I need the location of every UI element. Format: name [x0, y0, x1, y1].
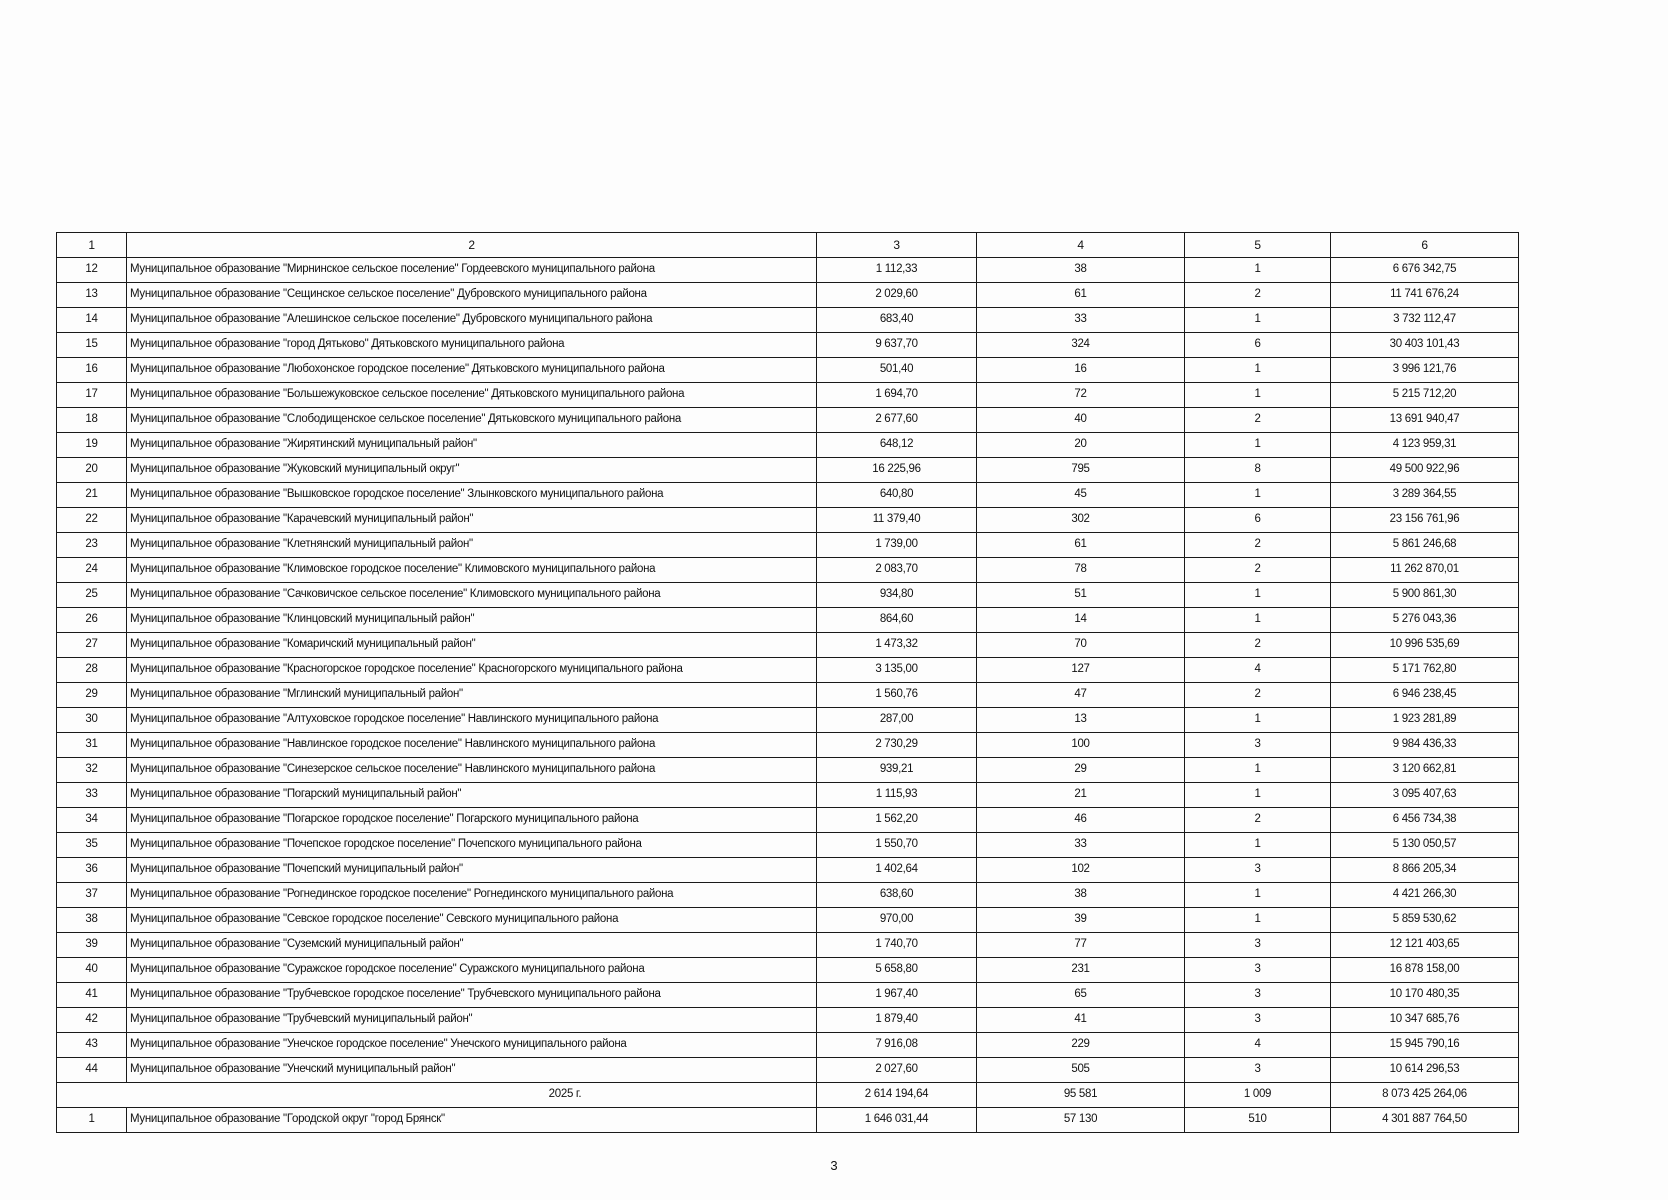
residents-count: 70	[977, 633, 1185, 658]
cost-value: 10 347 685,76	[1331, 1008, 1519, 1033]
table-row	[57, 383, 1519, 408]
row-number: 25	[57, 583, 127, 608]
houses-count: 3	[1185, 933, 1331, 958]
table-row	[57, 908, 1519, 933]
residents-count: 21	[977, 783, 1185, 808]
total-year-label: 2025 г.	[57, 1083, 817, 1108]
row-number: 38	[57, 908, 127, 933]
column-header-1: 1	[57, 233, 127, 258]
table-row	[57, 633, 1519, 658]
cost-value: 30 403 101,43	[1331, 333, 1519, 358]
area-value: 16 225,96	[817, 458, 977, 483]
area-value: 287,00	[817, 708, 977, 733]
row-number: 30	[57, 708, 127, 733]
table-row	[57, 683, 1519, 708]
cost-value: 3 120 662,81	[1331, 758, 1519, 783]
municipality-name: Муниципальное образование "Слободищенское сельское поселение" Дятьковского муниципального района	[127, 408, 817, 433]
table-row	[57, 508, 1519, 533]
residents-count: 100	[977, 733, 1185, 758]
area-value: 5 658,80	[817, 958, 977, 983]
row-number: 22	[57, 508, 127, 533]
column-number-header-row	[57, 233, 1519, 258]
area-value: 864,60	[817, 608, 977, 633]
residents-count: 38	[977, 883, 1185, 908]
cost-value: 49 500 922,96	[1331, 458, 1519, 483]
residents-count: 41	[977, 1008, 1185, 1033]
table-row	[57, 933, 1519, 958]
cost-value: 16 878 158,00	[1331, 958, 1519, 983]
houses-count: 6	[1185, 508, 1331, 533]
residents-count: 324	[977, 333, 1185, 358]
houses-count: 3	[1185, 858, 1331, 883]
area-value: 3 135,00	[817, 658, 977, 683]
table-row	[57, 608, 1519, 633]
row-number: 26	[57, 608, 127, 633]
table-row	[57, 308, 1519, 333]
houses-count: 2	[1185, 683, 1331, 708]
residents-count: 20	[977, 433, 1185, 458]
residents-count: 229	[977, 1033, 1185, 1058]
cost-value: 15 945 790,16	[1331, 1033, 1519, 1058]
table-row	[57, 658, 1519, 683]
table-row	[57, 833, 1519, 858]
residents-count: 505	[977, 1058, 1185, 1083]
table-row	[57, 1108, 1519, 1133]
cost-value: 13 691 940,47	[1331, 408, 1519, 433]
municipality-name: Муниципальное образование "Навлинское городское поселение" Навлинского муниципального района	[127, 733, 817, 758]
table-row	[57, 533, 1519, 558]
row-number: 40	[57, 958, 127, 983]
cost-value: 3 289 364,55	[1331, 483, 1519, 508]
row-number: 16	[57, 358, 127, 383]
cost-value: 12 121 403,65	[1331, 933, 1519, 958]
total-cost: 8 073 425 264,06	[1331, 1083, 1519, 1108]
residents-count: 33	[977, 833, 1185, 858]
area-value: 1 739,00	[817, 533, 977, 558]
residents-count: 13	[977, 708, 1185, 733]
cost-value: 9 984 436,33	[1331, 733, 1519, 758]
column-header-4: 4	[977, 233, 1185, 258]
column-header-6: 6	[1331, 233, 1519, 258]
houses-count: 1	[1185, 833, 1331, 858]
houses-count: 1	[1185, 358, 1331, 383]
table-row	[57, 558, 1519, 583]
area-value: 7 916,08	[817, 1033, 977, 1058]
residents-count: 127	[977, 658, 1185, 683]
table-row	[57, 583, 1519, 608]
cost-value: 6 456 734,38	[1331, 808, 1519, 833]
row-number: 13	[57, 283, 127, 308]
residents-count: 33	[977, 308, 1185, 333]
total-area: 2 614 194,64	[817, 1083, 977, 1108]
housing-program-table	[56, 232, 1519, 1133]
cost-value: 3 996 121,76	[1331, 358, 1519, 383]
houses-count: 1	[1185, 433, 1331, 458]
municipality-name: Муниципальное образование "Синезерское сельское поселение" Навлинского муниципального района	[127, 758, 817, 783]
cost-value: 4 301 887 764,50	[1331, 1108, 1519, 1133]
area-value: 1 646 031,44	[817, 1108, 977, 1133]
houses-count: 3	[1185, 733, 1331, 758]
area-value: 1 112,33	[817, 258, 977, 283]
houses-count: 1	[1185, 383, 1331, 408]
table-row	[57, 958, 1519, 983]
column-header-2: 2	[127, 233, 817, 258]
municipality-name: Муниципальное образование "Климовское городское поселение" Климовского муниципального района	[127, 558, 817, 583]
residents-count: 61	[977, 533, 1185, 558]
houses-count: 1	[1185, 708, 1331, 733]
residents-count: 39	[977, 908, 1185, 933]
table-row	[57, 983, 1519, 1008]
table-row	[57, 358, 1519, 383]
row-number: 15	[57, 333, 127, 358]
residents-count: 57 130	[977, 1108, 1185, 1133]
municipality-name: Муниципальное образование "Погарское городское поселение" Погарского муниципального района	[127, 808, 817, 833]
cost-value: 5 861 246,68	[1331, 533, 1519, 558]
cost-value: 5 900 861,30	[1331, 583, 1519, 608]
residents-count: 65	[977, 983, 1185, 1008]
table-row	[57, 433, 1519, 458]
residents-count: 38	[977, 258, 1185, 283]
row-number: 1	[57, 1108, 127, 1133]
area-value: 1 560,76	[817, 683, 977, 708]
cost-value: 23 156 761,96	[1331, 508, 1519, 533]
municipality-name: Муниципальное образование "Вышковское городское поселение" Злынковского муниципального района	[127, 483, 817, 508]
row-number: 33	[57, 783, 127, 808]
houses-count: 4	[1185, 658, 1331, 683]
row-number: 23	[57, 533, 127, 558]
row-number: 44	[57, 1058, 127, 1083]
row-number: 20	[57, 458, 127, 483]
municipality-name: Муниципальное образование "Сачковичское сельское поселение" Климовского муниципального района	[127, 583, 817, 608]
cost-value: 11 741 676,24	[1331, 283, 1519, 308]
municipality-name: Муниципальное образование "Клетнянский муниципальный район"	[127, 533, 817, 558]
row-number: 41	[57, 983, 127, 1008]
houses-count: 2	[1185, 633, 1331, 658]
row-number: 31	[57, 733, 127, 758]
municipality-name: Муниципальное образование "Рогнединское городское поселение" Рогнединского муниципального района	[127, 883, 817, 908]
municipality-name: Муниципальное образование "Сещинское сельское поселение" Дубровского муниципального района	[127, 283, 817, 308]
houses-count: 6	[1185, 333, 1331, 358]
houses-count: 1	[1185, 258, 1331, 283]
area-value: 2 677,60	[817, 408, 977, 433]
area-value: 638,60	[817, 883, 977, 908]
houses-count: 3	[1185, 1008, 1331, 1033]
table-row	[57, 733, 1519, 758]
area-value: 683,40	[817, 308, 977, 333]
houses-count: 2	[1185, 408, 1331, 433]
area-value: 2 029,60	[817, 283, 977, 308]
table-row	[57, 758, 1519, 783]
residents-count: 102	[977, 858, 1185, 883]
municipality-name: Муниципальное образование "Алешинское сельское поселение" Дубровского муниципального района	[127, 308, 817, 333]
residents-count: 46	[977, 808, 1185, 833]
cost-value: 6 946 238,45	[1331, 683, 1519, 708]
area-value: 640,80	[817, 483, 977, 508]
area-value: 1 402,64	[817, 858, 977, 883]
residents-count: 16	[977, 358, 1185, 383]
residents-count: 29	[977, 758, 1185, 783]
residents-count: 47	[977, 683, 1185, 708]
table-row	[57, 458, 1519, 483]
table-row	[57, 483, 1519, 508]
table-row	[57, 1033, 1519, 1058]
area-value: 1 115,93	[817, 783, 977, 808]
cost-value: 6 676 342,75	[1331, 258, 1519, 283]
municipality-name: Муниципальное образование "Комаричский муниципальный район"	[127, 633, 817, 658]
residents-count: 40	[977, 408, 1185, 433]
houses-count: 1	[1185, 608, 1331, 633]
cost-value: 5 130 050,57	[1331, 833, 1519, 858]
table-row	[57, 783, 1519, 808]
municipality-name: Муниципальное образование "Мирнинское сельское поселение" Гордеевского муниципального района	[127, 258, 817, 283]
municipality-name: Муниципальное образование "город Дятьково" Дятьковского муниципального района	[127, 333, 817, 358]
cost-value: 5 859 530,62	[1331, 908, 1519, 933]
houses-count: 2	[1185, 533, 1331, 558]
cost-value: 3 732 112,47	[1331, 308, 1519, 333]
total-row	[57, 1083, 1519, 1108]
residents-count: 51	[977, 583, 1185, 608]
houses-count: 2	[1185, 808, 1331, 833]
municipality-name: Муниципальное образование "Унечское городское поселение" Унечского муниципального района	[127, 1033, 817, 1058]
municipality-name: Муниципальное образование "Клинцовский муниципальный район"	[127, 608, 817, 633]
municipality-name: Муниципальное образование "Большежуковское сельское поселение" Дятьковского муниципального района	[127, 383, 817, 408]
municipality-name: Муниципальное образование "Мглинский муниципальный район"	[127, 683, 817, 708]
houses-count: 2	[1185, 283, 1331, 308]
total-houses: 1 009	[1185, 1083, 1331, 1108]
municipality-name: Муниципальное образование "Любохонское городское поселение" Дятьковского муниципального района	[127, 358, 817, 383]
row-number: 21	[57, 483, 127, 508]
houses-count: 1	[1185, 308, 1331, 333]
area-value: 1 562,20	[817, 808, 977, 833]
table-row	[57, 283, 1519, 308]
houses-count: 2	[1185, 558, 1331, 583]
column-header-5: 5	[1185, 233, 1331, 258]
cost-value: 8 866 205,34	[1331, 858, 1519, 883]
cost-value: 10 996 535,69	[1331, 633, 1519, 658]
municipality-name: Муниципальное образование "Жуковский муниципальный округ"	[127, 458, 817, 483]
houses-count: 1	[1185, 583, 1331, 608]
table-row	[57, 858, 1519, 883]
row-number: 32	[57, 758, 127, 783]
municipality-name: Муниципальное образование "Алтуховское городское поселение" Навлинского муниципального района	[127, 708, 817, 733]
residents-count: 231	[977, 958, 1185, 983]
area-value: 11 379,40	[817, 508, 977, 533]
cost-value: 5 215 712,20	[1331, 383, 1519, 408]
municipality-name: Муниципальное образование "Красногорское городское поселение" Красногорского муниципального района	[127, 658, 817, 683]
cost-value: 3 095 407,63	[1331, 783, 1519, 808]
cost-value: 4 421 266,30	[1331, 883, 1519, 908]
column-header-3: 3	[817, 233, 977, 258]
table-row	[57, 808, 1519, 833]
area-value: 1 879,40	[817, 1008, 977, 1033]
table-row	[57, 408, 1519, 433]
cost-value: 10 614 296,53	[1331, 1058, 1519, 1083]
houses-count: 1	[1185, 483, 1331, 508]
municipality-name: Муниципальное образование "Жирятинский муниципальный район"	[127, 433, 817, 458]
row-number: 19	[57, 433, 127, 458]
cost-value: 1 923 281,89	[1331, 708, 1519, 733]
row-number: 37	[57, 883, 127, 908]
area-value: 501,40	[817, 358, 977, 383]
row-number: 14	[57, 308, 127, 333]
table-row	[57, 708, 1519, 733]
page-number: 3	[830, 1158, 838, 1173]
houses-count: 3	[1185, 958, 1331, 983]
houses-count: 1	[1185, 758, 1331, 783]
row-number: 39	[57, 933, 127, 958]
area-value: 2 083,70	[817, 558, 977, 583]
municipality-name: Муниципальное образование "Карачевский муниципальный район"	[127, 508, 817, 533]
row-number: 43	[57, 1033, 127, 1058]
row-number: 17	[57, 383, 127, 408]
row-number: 24	[57, 558, 127, 583]
municipality-name: Муниципальное образование "Унечский муниципальный район"	[127, 1058, 817, 1083]
table-body	[57, 233, 1519, 1133]
municipality-name: Муниципальное образование "Суражское городское поселение" Суражского муниципального района	[127, 958, 817, 983]
residents-count: 795	[977, 458, 1185, 483]
residents-count: 77	[977, 933, 1185, 958]
cost-value: 5 276 043,36	[1331, 608, 1519, 633]
area-value: 1 694,70	[817, 383, 977, 408]
row-number: 27	[57, 633, 127, 658]
row-number: 34	[57, 808, 127, 833]
residents-count: 14	[977, 608, 1185, 633]
houses-count: 1	[1185, 783, 1331, 808]
area-value: 648,12	[817, 433, 977, 458]
table-row	[57, 258, 1519, 283]
row-number: 29	[57, 683, 127, 708]
residents-count: 78	[977, 558, 1185, 583]
cost-value: 11 262 870,01	[1331, 558, 1519, 583]
table-row	[57, 333, 1519, 358]
area-value: 9 637,70	[817, 333, 977, 358]
cost-value: 4 123 959,31	[1331, 433, 1519, 458]
houses-count: 3	[1185, 983, 1331, 1008]
residents-count: 61	[977, 283, 1185, 308]
cost-value: 10 170 480,35	[1331, 983, 1519, 1008]
area-value: 939,21	[817, 758, 977, 783]
area-value: 1 740,70	[817, 933, 977, 958]
area-value: 970,00	[817, 908, 977, 933]
total-residents: 95 581	[977, 1083, 1185, 1108]
municipality-name: Муниципальное образование "Погарский муниципальный район"	[127, 783, 817, 808]
area-value: 2 027,60	[817, 1058, 977, 1083]
municipality-name: Муниципальное образование "Суземский муниципальный район"	[127, 933, 817, 958]
municipality-name: Муниципальное образование "Трубчевское городское поселение" Трубчевского муниципального района	[127, 983, 817, 1008]
houses-count: 4	[1185, 1033, 1331, 1058]
table-row	[57, 1058, 1519, 1083]
cost-value: 5 171 762,80	[1331, 658, 1519, 683]
area-value: 934,80	[817, 583, 977, 608]
table-row	[57, 883, 1519, 908]
row-number: 12	[57, 258, 127, 283]
municipality-name: Муниципальное образование "Почепское городское поселение" Почепского муниципального района	[127, 833, 817, 858]
table-row	[57, 1008, 1519, 1033]
area-value: 1 967,40	[817, 983, 977, 1008]
row-number: 35	[57, 833, 127, 858]
row-number: 18	[57, 408, 127, 433]
municipality-name: Муниципальное образование "Трубчевский муниципальный район"	[127, 1008, 817, 1033]
area-value: 2 730,29	[817, 733, 977, 758]
area-value: 1 550,70	[817, 833, 977, 858]
municipality-name: Муниципальное образование "Севское городское поселение" Севского муниципального района	[127, 908, 817, 933]
residents-count: 45	[977, 483, 1185, 508]
houses-count: 1	[1185, 908, 1331, 933]
residents-count: 72	[977, 383, 1185, 408]
row-number: 42	[57, 1008, 127, 1033]
row-number: 28	[57, 658, 127, 683]
houses-count: 3	[1185, 1058, 1331, 1083]
row-number: 36	[57, 858, 127, 883]
area-value: 1 473,32	[817, 633, 977, 658]
houses-count: 1	[1185, 883, 1331, 908]
residents-count: 302	[977, 508, 1185, 533]
municipality-name: Муниципальное образование "Городской округ "город Брянск"	[127, 1108, 817, 1133]
municipality-name: Муниципальное образование "Почепский муниципальный район"	[127, 858, 817, 883]
houses-count: 8	[1185, 458, 1331, 483]
houses-count: 510	[1185, 1108, 1331, 1133]
